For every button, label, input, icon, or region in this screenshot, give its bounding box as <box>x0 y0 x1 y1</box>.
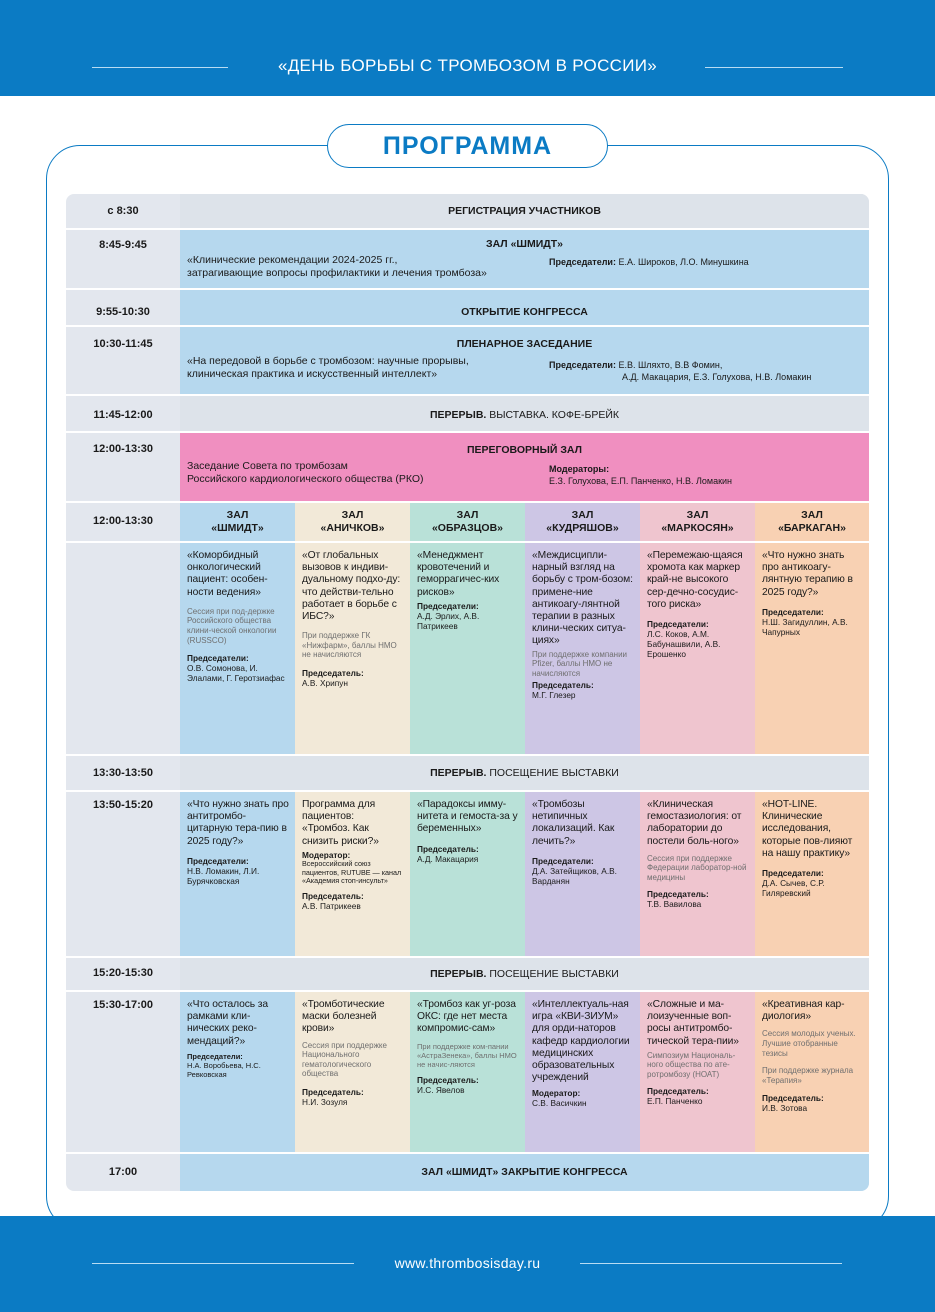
hall-header-anichkov <box>295 503 410 541</box>
hall-header-schmidt <box>180 503 295 541</box>
session-note: Сессия молодых ученых. Лучшие отобранные тезисы <box>762 1029 856 1058</box>
chairs-label: Председатель: <box>302 668 364 678</box>
hall-label: ЗАЛ <box>456 509 479 521</box>
negotiation-block <box>180 433 869 501</box>
session-title: «Коморбидный онкологический пациент: особен-ности ведения» <box>187 550 268 598</box>
session-3-kudryashov <box>525 992 640 1152</box>
plenary-topic <box>187 355 469 380</box>
session-3-obraztsov <box>410 992 525 1152</box>
break-label: ПЕРЕРЫВ. <box>429 409 487 421</box>
chairs-label: Председатель: <box>532 680 594 691</box>
negotiation-moderators <box>549 463 732 487</box>
session-title: «Что нужно знать про антитромбо-цитарную тера-пию в 2025 году?» <box>187 799 289 847</box>
break-1-block <box>180 396 869 431</box>
session-title: «Что осталось за рамками кли-нических реко-мендаций?» <box>187 999 269 1047</box>
break-text: ПОСЕЩЕНИЕ ВЫСТАВКИ <box>486 767 619 779</box>
session-3-schmidt <box>180 992 295 1152</box>
time-schmidt-morning: 8:45-9:45 <box>99 239 147 251</box>
session-note: Сессия при под-держке Российского общества клини-ческой онкологии (RUSSCO) <box>187 606 277 645</box>
chairs-names: О.В. Сомонова, И. Элалами, Г. Геротзиафас <box>187 663 285 684</box>
session-title: «Менеджмент кровотечений и геморрагичес-ких рисков» <box>417 550 500 598</box>
session-title: «Тромботические маски болезней крови» <box>302 999 385 1035</box>
closing-title: ЗАЛ «ШМИДТ» ЗАКРЫТИЕ КОНГРЕССА <box>421 1166 628 1178</box>
chairs-names: А.В. Патрикеев <box>302 901 361 912</box>
chairs-label: Председатели: <box>549 257 616 267</box>
topic-line: «Клинические рекомендации 2024-2025 гг., <box>187 254 398 266</box>
break-2-title <box>180 767 869 779</box>
hall-name: «АНИЧКОВ» <box>320 521 385 534</box>
time-halls: 12:00-13:30 <box>93 515 153 527</box>
session-note: Сессия при поддержке Федерации лаборатор-ной медицины <box>647 853 747 882</box>
moderator-names: С.В. Васичкин <box>532 1098 587 1109</box>
chairs-names: Е.П. Панченко <box>647 1095 703 1106</box>
session-title: «Интеллектуаль-ная игра «КВИ-ЗИУМ» для орди-наторов кафедр кардиологии медицинских образовательных учреждений <box>532 999 630 1084</box>
break-label: ПЕРЕРЫВ. <box>430 968 487 980</box>
chairs-names: Е.В. Шляхто, В.В Фомин, <box>618 360 723 370</box>
time-closing: 17:00 <box>108 1166 138 1178</box>
schmidt-morning-block <box>180 230 869 288</box>
negotiation-title: ПЕРЕГОВОРНЫЙ ЗАЛ <box>466 444 582 456</box>
time-session-2: 13:50-15:20 <box>93 799 153 811</box>
website-link[interactable]: www.thrombosisday.ru <box>394 1255 541 1271</box>
hall-label: ЗАЛ <box>801 509 823 521</box>
chairs-label: Председатели: <box>187 1051 243 1061</box>
time-plenary: 10:30-11:45 <box>93 338 153 350</box>
topic-line: Российского кардиологического общества (РКО) <box>187 472 424 485</box>
chairs-names: И.С. Явелов <box>417 1084 465 1095</box>
chairs-names: А.Д. Макацария <box>417 853 479 864</box>
topic-line: Заседание Совета по тромбозам <box>187 460 348 472</box>
moderators-label: Модераторы: <box>549 464 610 474</box>
session-1-schmidt <box>180 543 295 754</box>
program-title: ПРОГРАММА <box>327 124 608 168</box>
session-note: При поддержке компании Pfizer, баллы НМО не начисляются <box>532 649 628 678</box>
chairs-label: Председатели: <box>762 606 824 617</box>
moderator-label: Модератор: <box>532 1088 581 1099</box>
session-note: Симпозиум Националь-ного общества по ате-ротромбозу (НОАТ) <box>647 1050 736 1079</box>
session-title: «Клиническая гемостазиология: от лаборатории до постели боль-ного» <box>647 799 742 847</box>
session-title: «Парадоксы имму-нитета и гемоста-за у беременных» <box>417 799 518 835</box>
moderator-label: Модератор: <box>302 849 351 860</box>
time-negotiation: 12:00-13:30 <box>93 443 153 455</box>
session-note: При поддержке ГК «Нижфарм», баллы НМО не начисляются <box>302 631 397 660</box>
chairs-names: А.Д. Макацария, Е.З. Голухова, Н.В. Ломакин <box>622 372 812 382</box>
topic-line: клиническая практика и искусственный интеллект» <box>187 367 438 380</box>
chairs-label: Председатели: <box>417 600 479 611</box>
break-3-block <box>180 958 869 990</box>
hall-label: ЗАЛ <box>226 509 249 521</box>
plenary-block <box>180 327 869 394</box>
topic-line: затрагивающие вопросы профилактики и лечения тромбоза» <box>187 266 487 279</box>
hall-label: ЗАЛ <box>341 509 364 521</box>
time-opening: 9:55-10:30 <box>96 306 150 318</box>
chairs-names: Д.А. Сычев, С.Р. Гиляревский <box>762 878 825 899</box>
chairs-label: Председатели: <box>762 868 824 879</box>
chairs-names: Л.С. Коков, А.М. Бабунашвили, А.В. Ерошенко <box>647 629 721 660</box>
closing-block <box>180 1154 869 1191</box>
session-note: При поддержке ком-пании «АстраЗенека», баллы НМО не начис-ляются <box>417 1041 517 1069</box>
chairs-names: Н.А. Воробьева, Н.С. Ревковская <box>187 1060 261 1079</box>
schmidt-morning-title: ЗАЛ «ШМИДТ» <box>486 238 563 250</box>
session-2-schmidt <box>180 792 295 956</box>
chairs-label: Председатели: <box>187 653 249 664</box>
chairs-label: Председатели: <box>532 855 594 866</box>
opening-title: ОТКРЫТИЕ КОНГРЕССА <box>461 306 588 318</box>
hall-header-markosyan <box>640 503 755 541</box>
break-3-title <box>180 968 869 980</box>
hall-name: «ШМИДТ» <box>211 521 264 534</box>
chairs-names: М.Г. Глезер <box>532 690 576 701</box>
session-1-obraztsov <box>410 543 525 754</box>
session-title: «От глобальных вызовов к индиви-дуальному подхо-ду: что действи-тельно работает в борьбе с ИБС?» <box>302 550 401 623</box>
chairs-names: И.В. Зотова <box>762 1103 808 1114</box>
time-break-2: 13:30-13:50 <box>93 767 153 779</box>
chairs-names: Н.В. Ломакин, Л.И. Бурячковская <box>187 865 260 886</box>
chairs-label: Председатели: <box>647 619 709 630</box>
break-text: ПОСЕЩЕНИЕ ВЫСТАВКИ <box>486 968 619 980</box>
negotiation-topic <box>187 460 424 485</box>
session-title: «Креативная кар-диология» <box>762 999 845 1023</box>
session-title: «Междисципли-нарный взгляд на борьбу с тром-бозом: примене-ние антикоагу-лянтной терапии в разных клини-ческих ситуа-циях» <box>532 550 633 647</box>
chairs-names: Т.В. Вавилова <box>647 898 702 909</box>
break-1-title <box>180 409 869 421</box>
session-1-anichkov <box>295 543 410 754</box>
chairs-label: Председатель: <box>417 843 479 854</box>
chairs-label: Председатели: <box>549 360 616 370</box>
hall-header-kudryashov <box>525 503 640 541</box>
session-2-obraztsov <box>410 792 525 956</box>
session-title: «HOT-LINE. Клинические исследования, которые пов-лияют на нашу практику» <box>762 799 853 859</box>
opening-block <box>180 290 869 325</box>
chairs-label: Председатель: <box>417 1074 479 1085</box>
time-break-1: 11:45-12:00 <box>93 409 153 421</box>
time-registration: с 8:30 <box>107 205 139 217</box>
chairs-label: Председатель: <box>762 1093 824 1104</box>
session-title: «Что нужно знать про антикоагу-лянтную терапию в 2025 году?» <box>762 550 853 598</box>
hall-label: ЗАЛ <box>571 509 594 521</box>
event-title: «ДЕНЬ БОРЬБЫ С ТРОМБОЗОМ В РОССИИ» <box>277 56 658 75</box>
break-label: ПЕРЕРЫВ. <box>430 767 487 779</box>
session-2-markosyan <box>640 792 755 956</box>
moderators-names: Е.З. Голухова, Е.П. Панченко, Н.В. Ломакин <box>549 476 733 486</box>
hall-name: «БАРКАГАН» <box>778 521 846 534</box>
session-3-anichkov <box>295 992 410 1152</box>
chairs-label: Председатель: <box>647 1085 709 1096</box>
schmidt-morning-topic <box>187 254 487 279</box>
session-title: «Тромбоз как уг-роза ОКС: где нет места компромис-сам» <box>417 999 516 1035</box>
session-1-kudryashov <box>525 543 640 754</box>
plenary-title: ПЛЕНАРНОЕ ЗАСЕДАНИЕ <box>456 338 593 350</box>
chairs-names: А.Д. Эрлих, А.В. Патрикеев <box>417 610 480 631</box>
hall-name: «КУДРЯШОВ» <box>546 521 619 534</box>
session-2-kudryashov <box>525 792 640 956</box>
session-note: Сессия при поддержке Национального гематологического общества <box>302 1040 387 1079</box>
schmidt-morning-chairs <box>549 256 749 268</box>
session-title: «Перемежаю-щаяся хромота как маркер край-не высокого сер-дечно-сосудис-того риска» <box>647 550 743 610</box>
chairs-names: Н.И. Зозуля <box>302 1096 348 1107</box>
chairs-label: Председатели: <box>187 855 249 866</box>
registration-block <box>180 194 869 229</box>
schedule-table <box>66 194 869 1191</box>
hall-header-barkagan <box>755 503 869 541</box>
chairs-label: Председатель: <box>647 888 709 899</box>
break-text: ВЫСТАВКА. КОФЕ-БРЕЙК <box>486 409 620 421</box>
session-1-markosyan <box>640 543 755 754</box>
time-break-3: 15:20-15:30 <box>93 967 153 979</box>
session-title: «Тромбозы нетипичных локализаций. Как лечить?» <box>532 799 615 847</box>
chairs-label: Председатель: <box>302 1086 364 1097</box>
session-note: При поддержке журнала «Терапия» <box>762 1066 854 1085</box>
hall-label: ЗАЛ <box>686 509 709 521</box>
session-2-anichkov <box>295 792 410 956</box>
header-band <box>0 0 935 96</box>
session-2-barkagan <box>755 792 869 956</box>
moderator-names: Всероссийский союз пациентов, RUTUBE — канал «Академия стоп-инсульт» <box>302 858 402 886</box>
session-3-markosyan <box>640 992 755 1152</box>
hall-name: «ОБРАЗЦОВ» <box>431 521 504 534</box>
time-session-3: 15:30-17:00 <box>93 999 153 1011</box>
chairs-names: Д.А. Затейщиков, А.В. Варданян <box>532 865 617 886</box>
hall-name: «МАРКОСЯН» <box>661 521 734 534</box>
session-3-barkagan <box>755 992 869 1152</box>
chairs-names: Н.Ш. Загидуллин, А.В. Чапурных <box>762 616 848 637</box>
chairs-label: Председатель: <box>302 891 364 902</box>
hall-header-obraztsov <box>410 503 525 541</box>
plenary-chairs <box>549 359 811 383</box>
chairs-names: А.В. Хрипун <box>302 678 348 688</box>
session-title: «Сложные и ма-лоизученные воп-росы антитромбо-тической тера-пии» <box>647 999 739 1047</box>
registration-title: РЕГИСТРАЦИЯ УЧАСТНИКОВ <box>448 205 601 217</box>
break-2-block <box>180 756 869 790</box>
session-title: Программа для пациентов: «Тромбоз. Как снизить риски?» <box>302 799 379 847</box>
session-1-barkagan <box>755 543 869 754</box>
topic-line: «На передовой в борьбе с тромбозом: научные прорывы, <box>187 355 469 367</box>
chairs-names: Е.А. Широков, Л.О. Минушкина <box>618 257 749 267</box>
